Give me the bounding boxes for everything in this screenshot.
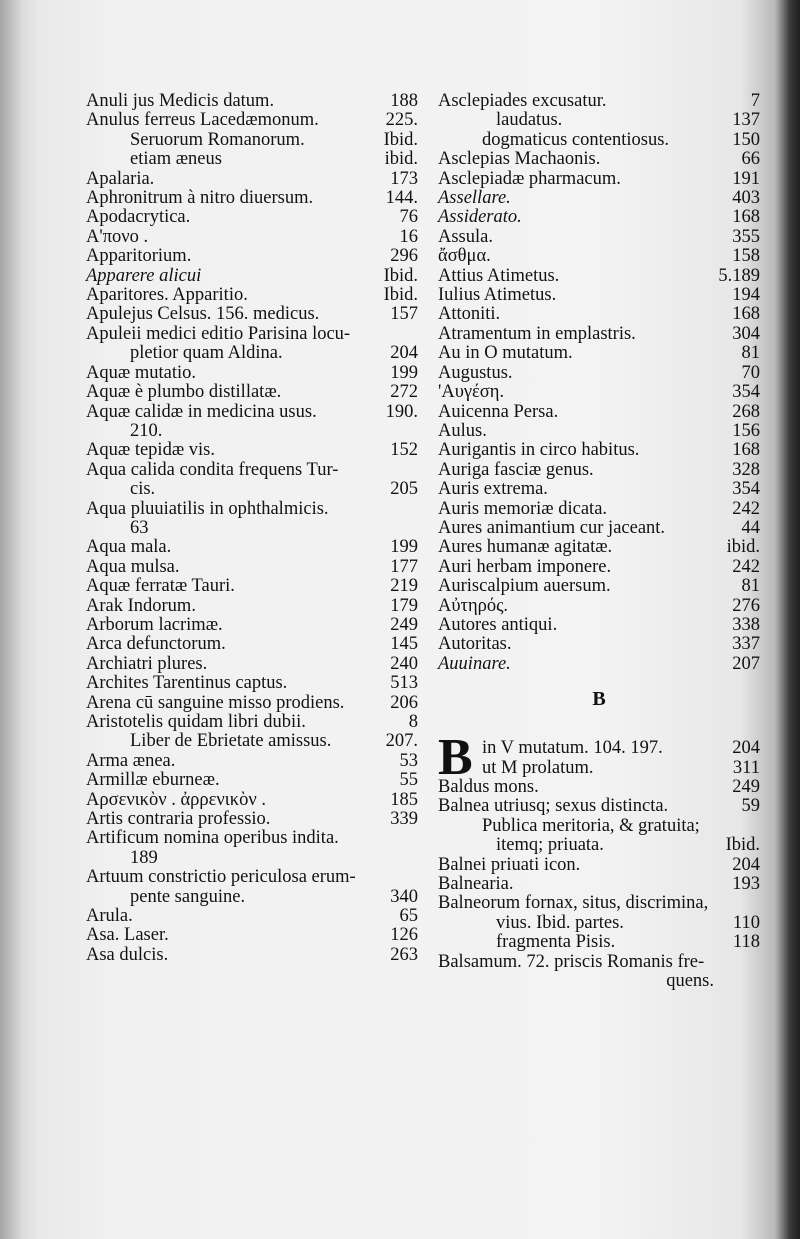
index-entry — [438, 933, 760, 952]
entry-page-ref: 403 — [732, 188, 760, 209]
entry-page-ref: 137 — [732, 110, 760, 131]
entry-term: Aquæ ferratæ Tauri. — [86, 576, 235, 597]
entry-term: Arma ænea. — [86, 750, 176, 771]
entry-page-ref: 339 — [390, 809, 418, 830]
entry-term: Artificum nomina operibus indita. — [86, 828, 339, 849]
entry-term: Aqua calida condita frequens Tur- — [86, 459, 339, 480]
entry-page-ref: 110 — [732, 912, 760, 933]
index-entry — [438, 519, 760, 538]
entry-term: Αρσενικὸν . ἀρρενικὸν . — [86, 789, 266, 810]
entry-page-ref: 168 — [732, 304, 760, 325]
entry-term: Balnearia. — [438, 874, 514, 895]
index-entry — [438, 480, 760, 499]
entry-term: Aristotelis quidam libri dubii. — [86, 712, 306, 732]
index-entry — [438, 500, 760, 519]
index-entry — [438, 325, 760, 344]
entry-term: Aqua mulsa. — [86, 556, 180, 577]
entry-page-ref: 177 — [390, 556, 418, 577]
entry-page-ref: 16 — [399, 226, 418, 247]
entry-term: Assiderato. — [438, 207, 522, 228]
entry-term: Asa. Laser. — [86, 925, 169, 946]
index-entry — [438, 817, 760, 836]
entry-term: quens. — [666, 971, 714, 992]
entry-page-ref: 65 — [399, 906, 418, 927]
index-entry — [86, 383, 418, 402]
index-entry — [438, 189, 760, 208]
index-entry — [438, 286, 760, 305]
entry-term: 210. — [130, 420, 163, 441]
entry-term: Anuli jus Medicis datum. — [86, 91, 275, 111]
entry-page-ref: 513 — [390, 673, 418, 694]
index-entry — [438, 875, 760, 894]
entry-term: Balnei priuati icon. — [438, 854, 581, 875]
index-section-a-continued — [438, 92, 760, 674]
entry-term: Archites Tarentinus captus. — [86, 673, 288, 694]
entry-term: Aquæ tepidæ vis. — [86, 440, 215, 461]
entry-page-ref: 242 — [732, 498, 760, 519]
entry-page-ref: 168 — [732, 207, 760, 228]
index-entry — [86, 616, 418, 635]
entry-page-ref: 219 — [390, 576, 418, 597]
entry-term: Apparitorium. — [86, 246, 192, 267]
entry-term: cis. — [130, 479, 156, 500]
entry-term: Arca defunctorum. — [86, 634, 226, 655]
index-entry — [438, 228, 760, 247]
index-entry — [86, 732, 418, 751]
index-entry — [86, 674, 418, 693]
entry-term: ἄσθμα. — [438, 246, 491, 267]
entry-term: Auriscalpium auersum. — [438, 576, 611, 597]
entry-page-ref: 204 — [732, 738, 760, 759]
entry-page-ref: 81 — [741, 343, 760, 364]
index-entry — [86, 597, 418, 616]
entry-term: Aures animantium cur jaceant. — [438, 517, 666, 538]
entry-term: Attius Atimetus. — [438, 265, 560, 286]
index-entry — [438, 597, 760, 616]
index-entry — [86, 655, 418, 674]
entry-page-ref: 207. — [385, 731, 418, 752]
entry-term: Baldus mons. — [438, 777, 539, 797]
index-entry — [86, 810, 418, 829]
entry-page-ref: 311 — [732, 757, 760, 778]
entry-term: Aquæ calidæ in medicina usus. — [86, 401, 317, 422]
entry-page-ref: 190. — [385, 401, 418, 422]
index-entry — [86, 946, 418, 965]
entry-page-ref: 354 — [732, 382, 760, 403]
entry-term: Balnea utriusq; sexus distincta. — [438, 796, 669, 817]
entry-page-ref: 240 — [390, 653, 418, 674]
entry-page-ref: 158 — [732, 246, 760, 267]
index-entry — [86, 364, 418, 383]
entry-term: Asclepiades excusatur. — [438, 91, 607, 111]
index-entry — [438, 635, 760, 654]
entry-page-ref: 173 — [390, 168, 418, 189]
index-entry — [438, 403, 760, 422]
entry-page-ref: 337 — [732, 634, 760, 655]
index-entry — [438, 208, 760, 227]
index-entry — [86, 771, 418, 790]
index-entry — [86, 907, 418, 926]
entry-page-ref: 191 — [732, 168, 760, 189]
entry-page-ref: 157 — [390, 304, 418, 325]
entry-term: Aquæ mutatio. — [86, 362, 196, 383]
entry-page-ref: 206 — [390, 692, 418, 713]
entry-term: Balneorum fornax, situs, discrimina, — [438, 893, 709, 914]
entry-page-ref: 185 — [390, 789, 418, 810]
entry-term: Anulus ferreus Lacedæmonum. — [86, 110, 319, 131]
index-entry — [438, 92, 760, 111]
entry-page-ref: 205 — [390, 479, 418, 500]
entry-term: Publica meritoria, & gratuita; — [482, 815, 700, 836]
index-entry — [438, 953, 760, 972]
entry-term: laudatus. — [496, 110, 563, 131]
index-entry — [86, 422, 418, 441]
index-entry — [86, 829, 418, 848]
entry-page-ref: 204 — [390, 343, 418, 364]
entry-page-ref: 276 — [732, 595, 760, 616]
entry-term: Iulius Atimetus. — [438, 285, 557, 306]
entry-term: Aquæ è plumbo distillatæ. — [86, 382, 282, 403]
entry-term: ut M prolatum. — [482, 757, 594, 778]
index-entry — [86, 150, 418, 169]
entry-term: Asa dulcis. — [86, 944, 169, 965]
index-entry — [438, 383, 760, 402]
index-entry — [86, 325, 418, 344]
entry-term: Asclepias Machaonis. — [438, 149, 601, 170]
entry-term: Auri herbam imponere. — [438, 556, 612, 577]
index-entry — [438, 894, 760, 913]
index-entry — [438, 558, 760, 577]
entry-term: Balsamum. 72. priscis Romanis fre- — [438, 951, 705, 972]
entry-page-ref: 249 — [390, 614, 418, 635]
entry-term: Auris memoriæ dicata. — [438, 498, 608, 519]
entry-page-ref: 53 — [399, 750, 418, 771]
entry-term: Α'πονο . — [86, 226, 149, 247]
entry-page-ref: 204 — [732, 854, 760, 875]
index-entry — [86, 228, 418, 247]
entry-page-ref: 81 — [741, 576, 760, 597]
index-column-left — [86, 92, 418, 965]
entry-term: Liber de Ebrietate amissus. — [130, 731, 332, 752]
entry-term: itemq; priuata. — [496, 835, 604, 856]
entry-term: Aulus. — [438, 420, 487, 441]
index-entry — [86, 344, 418, 363]
index-entry — [86, 926, 418, 945]
entry-term: Aqua mala. — [86, 537, 172, 558]
entry-term: Apulejus Celsus. 156. medicus. — [86, 304, 320, 325]
entry-term: Artuum constrictio periculosa erum- — [86, 867, 356, 888]
entry-page-ref: 354 — [732, 479, 760, 500]
entry-page-ref: 242 — [732, 556, 760, 577]
entry-page-ref: 268 — [732, 401, 760, 422]
entry-page-ref: 179 — [390, 595, 418, 616]
index-entry — [86, 170, 418, 189]
entry-page-ref: ibid. — [384, 149, 418, 170]
entry-page-ref: 156 — [732, 420, 760, 441]
index-entry — [86, 480, 418, 499]
entry-term: Au in O mutatum. — [438, 343, 573, 364]
index-entry — [86, 635, 418, 654]
entry-term: Auris extrema. — [438, 479, 548, 500]
index-entry — [438, 972, 760, 991]
index-entry — [86, 500, 418, 519]
entry-page-ref: 340 — [390, 886, 418, 907]
index-entry — [438, 247, 760, 266]
index-entry — [86, 888, 418, 907]
index-entry — [438, 150, 760, 169]
entry-term: Asclepiadæ pharmacum. — [438, 168, 621, 189]
index-entry — [438, 170, 760, 189]
entry-page-ref: Ibid. — [383, 129, 418, 150]
entry-term: Augustus. — [438, 362, 513, 383]
entry-term: dogmaticus contentiosus. — [482, 129, 670, 150]
entry-page-ref: 150 — [732, 129, 760, 150]
entry-term: 189 — [130, 847, 158, 868]
entry-page-ref: 338 — [732, 614, 760, 635]
index-entry — [86, 111, 418, 130]
entry-page-ref: 207 — [732, 653, 760, 674]
entry-term: Auicenna Persa. — [438, 401, 559, 422]
entry-term: Autoritas. — [438, 634, 512, 655]
index-entry — [438, 856, 760, 875]
entry-term: Apuleii medici editio Parisina locu- — [86, 323, 351, 344]
entry-term: vius. Ibid. partes. — [496, 912, 624, 933]
index-entry — [438, 759, 760, 778]
index-entry — [438, 836, 760, 855]
index-entry — [86, 267, 418, 286]
entry-term: Atramentum in emplastris. — [438, 323, 636, 344]
entry-page-ref: 152 — [390, 440, 418, 461]
index-entry — [438, 616, 760, 635]
entry-term: Auriga fasciæ genus. — [438, 459, 594, 480]
entry-page-ref: 272 — [390, 382, 418, 403]
entry-term: Apalaria. — [86, 168, 155, 189]
entry-page-ref: 355 — [732, 226, 760, 247]
entry-term: Apodacrytica. — [86, 207, 191, 228]
entry-term: Archiatri plures. — [86, 653, 208, 674]
index-entry — [438, 538, 760, 557]
entry-page-ref: 44 — [741, 517, 760, 538]
index-entry — [438, 267, 760, 286]
entry-page-ref: 194 — [732, 285, 760, 306]
entry-page-ref: 225. — [385, 110, 418, 131]
entry-page-ref: Ibid. — [383, 285, 418, 306]
index-entry — [438, 344, 760, 363]
entry-term: Armillæ eburneæ. — [86, 770, 220, 791]
entry-page-ref: ibid. — [726, 537, 760, 558]
index-entry — [86, 208, 418, 227]
entry-term: 'Αυγέση. — [438, 382, 505, 403]
entry-page-ref: 263 — [390, 944, 418, 965]
entry-page-ref: 118 — [732, 932, 760, 953]
index-entry — [86, 305, 418, 324]
section-heading: B — [592, 688, 606, 711]
entry-page-ref: Ibid. — [383, 265, 418, 286]
index-entry — [86, 461, 418, 480]
index-entry — [438, 305, 760, 324]
entry-term: Aurigantis in circo habitus. — [438, 440, 640, 461]
entry-page-ref: 76 — [399, 207, 418, 228]
index-entry — [86, 791, 418, 810]
index-entry — [438, 364, 760, 383]
index-entry — [86, 519, 418, 538]
index-entry — [86, 92, 418, 111]
index-entry — [438, 441, 760, 460]
entry-term: Apparere alicui — [86, 265, 202, 286]
entry-page-ref: 8 — [408, 712, 418, 732]
entry-page-ref: 59 — [741, 796, 760, 817]
entry-term: Aparitores. Apparitio. — [86, 285, 248, 306]
index-entry — [86, 868, 418, 887]
entry-term: Artis contraria professio. — [86, 809, 271, 830]
index-entry — [86, 189, 418, 208]
entry-page-ref: 199 — [390, 362, 418, 383]
entry-page-ref: 188 — [390, 91, 418, 111]
entry-term: pletior quam Aldina. — [130, 343, 283, 364]
entry-page-ref: 126 — [390, 925, 418, 946]
entry-term: fragmenta Pisis. — [496, 932, 616, 953]
entry-page-ref: 55 — [399, 770, 418, 791]
index-entry — [86, 849, 418, 868]
index-entry — [86, 577, 418, 596]
entry-term: Autores antiqui. — [438, 614, 558, 635]
entry-page-ref: 7 — [750, 91, 760, 111]
entry-page-ref: 145 — [390, 634, 418, 655]
entry-page-ref: 5.189 — [718, 265, 760, 286]
entry-page-ref: 66 — [741, 149, 760, 170]
index-column-right — [438, 92, 760, 991]
index-entry — [86, 247, 418, 266]
index-entry — [86, 403, 418, 422]
index-entry — [86, 286, 418, 305]
entry-term: pente sanguine. — [130, 886, 246, 907]
entry-term: Arak Indorum. — [86, 595, 196, 616]
index-entry — [438, 577, 760, 596]
index-entry — [438, 655, 760, 674]
index-entry — [86, 713, 418, 732]
entry-page-ref: 304 — [732, 323, 760, 344]
index-entry — [438, 739, 760, 758]
entry-term: Arborum lacrimæ. — [86, 614, 223, 635]
entry-term: Aures humanæ agitatæ. — [438, 537, 613, 558]
entry-page-ref: 193 — [732, 874, 760, 895]
entry-page-ref: 249 — [732, 777, 760, 797]
index-entry — [86, 558, 418, 577]
entry-page-ref: 70 — [741, 362, 760, 383]
entry-term: Aphronitrum à nitro diuersum. — [86, 188, 314, 209]
entry-term: Auuinare. — [438, 653, 511, 674]
index-entry — [86, 131, 418, 150]
entry-term: etiam æneus — [130, 149, 222, 170]
gutter-shadow — [0, 0, 22, 1239]
entry-page-ref: Ibid. — [725, 835, 760, 856]
entry-term: Assula. — [438, 226, 493, 247]
dropcap-lines — [438, 739, 760, 778]
index-entry — [86, 538, 418, 557]
entry-term: Arula. — [86, 906, 133, 927]
index-entry — [438, 461, 760, 480]
entry-page-ref: 199 — [390, 537, 418, 558]
index-entry — [86, 441, 418, 460]
index-entry — [438, 778, 760, 797]
entry-term: Arena cū sanguine misso prodiens. — [86, 692, 345, 713]
index-entry — [438, 131, 760, 150]
entry-term: Aqua pluuiatilis in ophthalmicis. — [86, 498, 329, 519]
entry-term: in V mutatum. 104. 197. — [482, 738, 663, 759]
entry-term: Seruorum Romanorum. — [130, 129, 305, 150]
entry-term: Αὐτηρός. — [438, 595, 509, 616]
index-entry — [86, 752, 418, 771]
index-entry — [438, 797, 760, 816]
entry-term: Assellare. — [438, 188, 511, 209]
entry-page-ref: 168 — [732, 440, 760, 461]
index-entry — [86, 694, 418, 713]
entry-term: Attoniti. — [438, 304, 501, 325]
entry-page-ref: 144. — [385, 188, 418, 209]
entry-page-ref: 328 — [732, 459, 760, 480]
entry-page-ref: 296 — [390, 246, 418, 267]
index-section-b — [438, 778, 760, 991]
dropcap-letter: B — [438, 729, 473, 787]
entry-term: 63 — [130, 517, 149, 538]
index-entry — [438, 111, 760, 130]
index-entry — [438, 422, 760, 441]
index-entry — [438, 914, 760, 933]
